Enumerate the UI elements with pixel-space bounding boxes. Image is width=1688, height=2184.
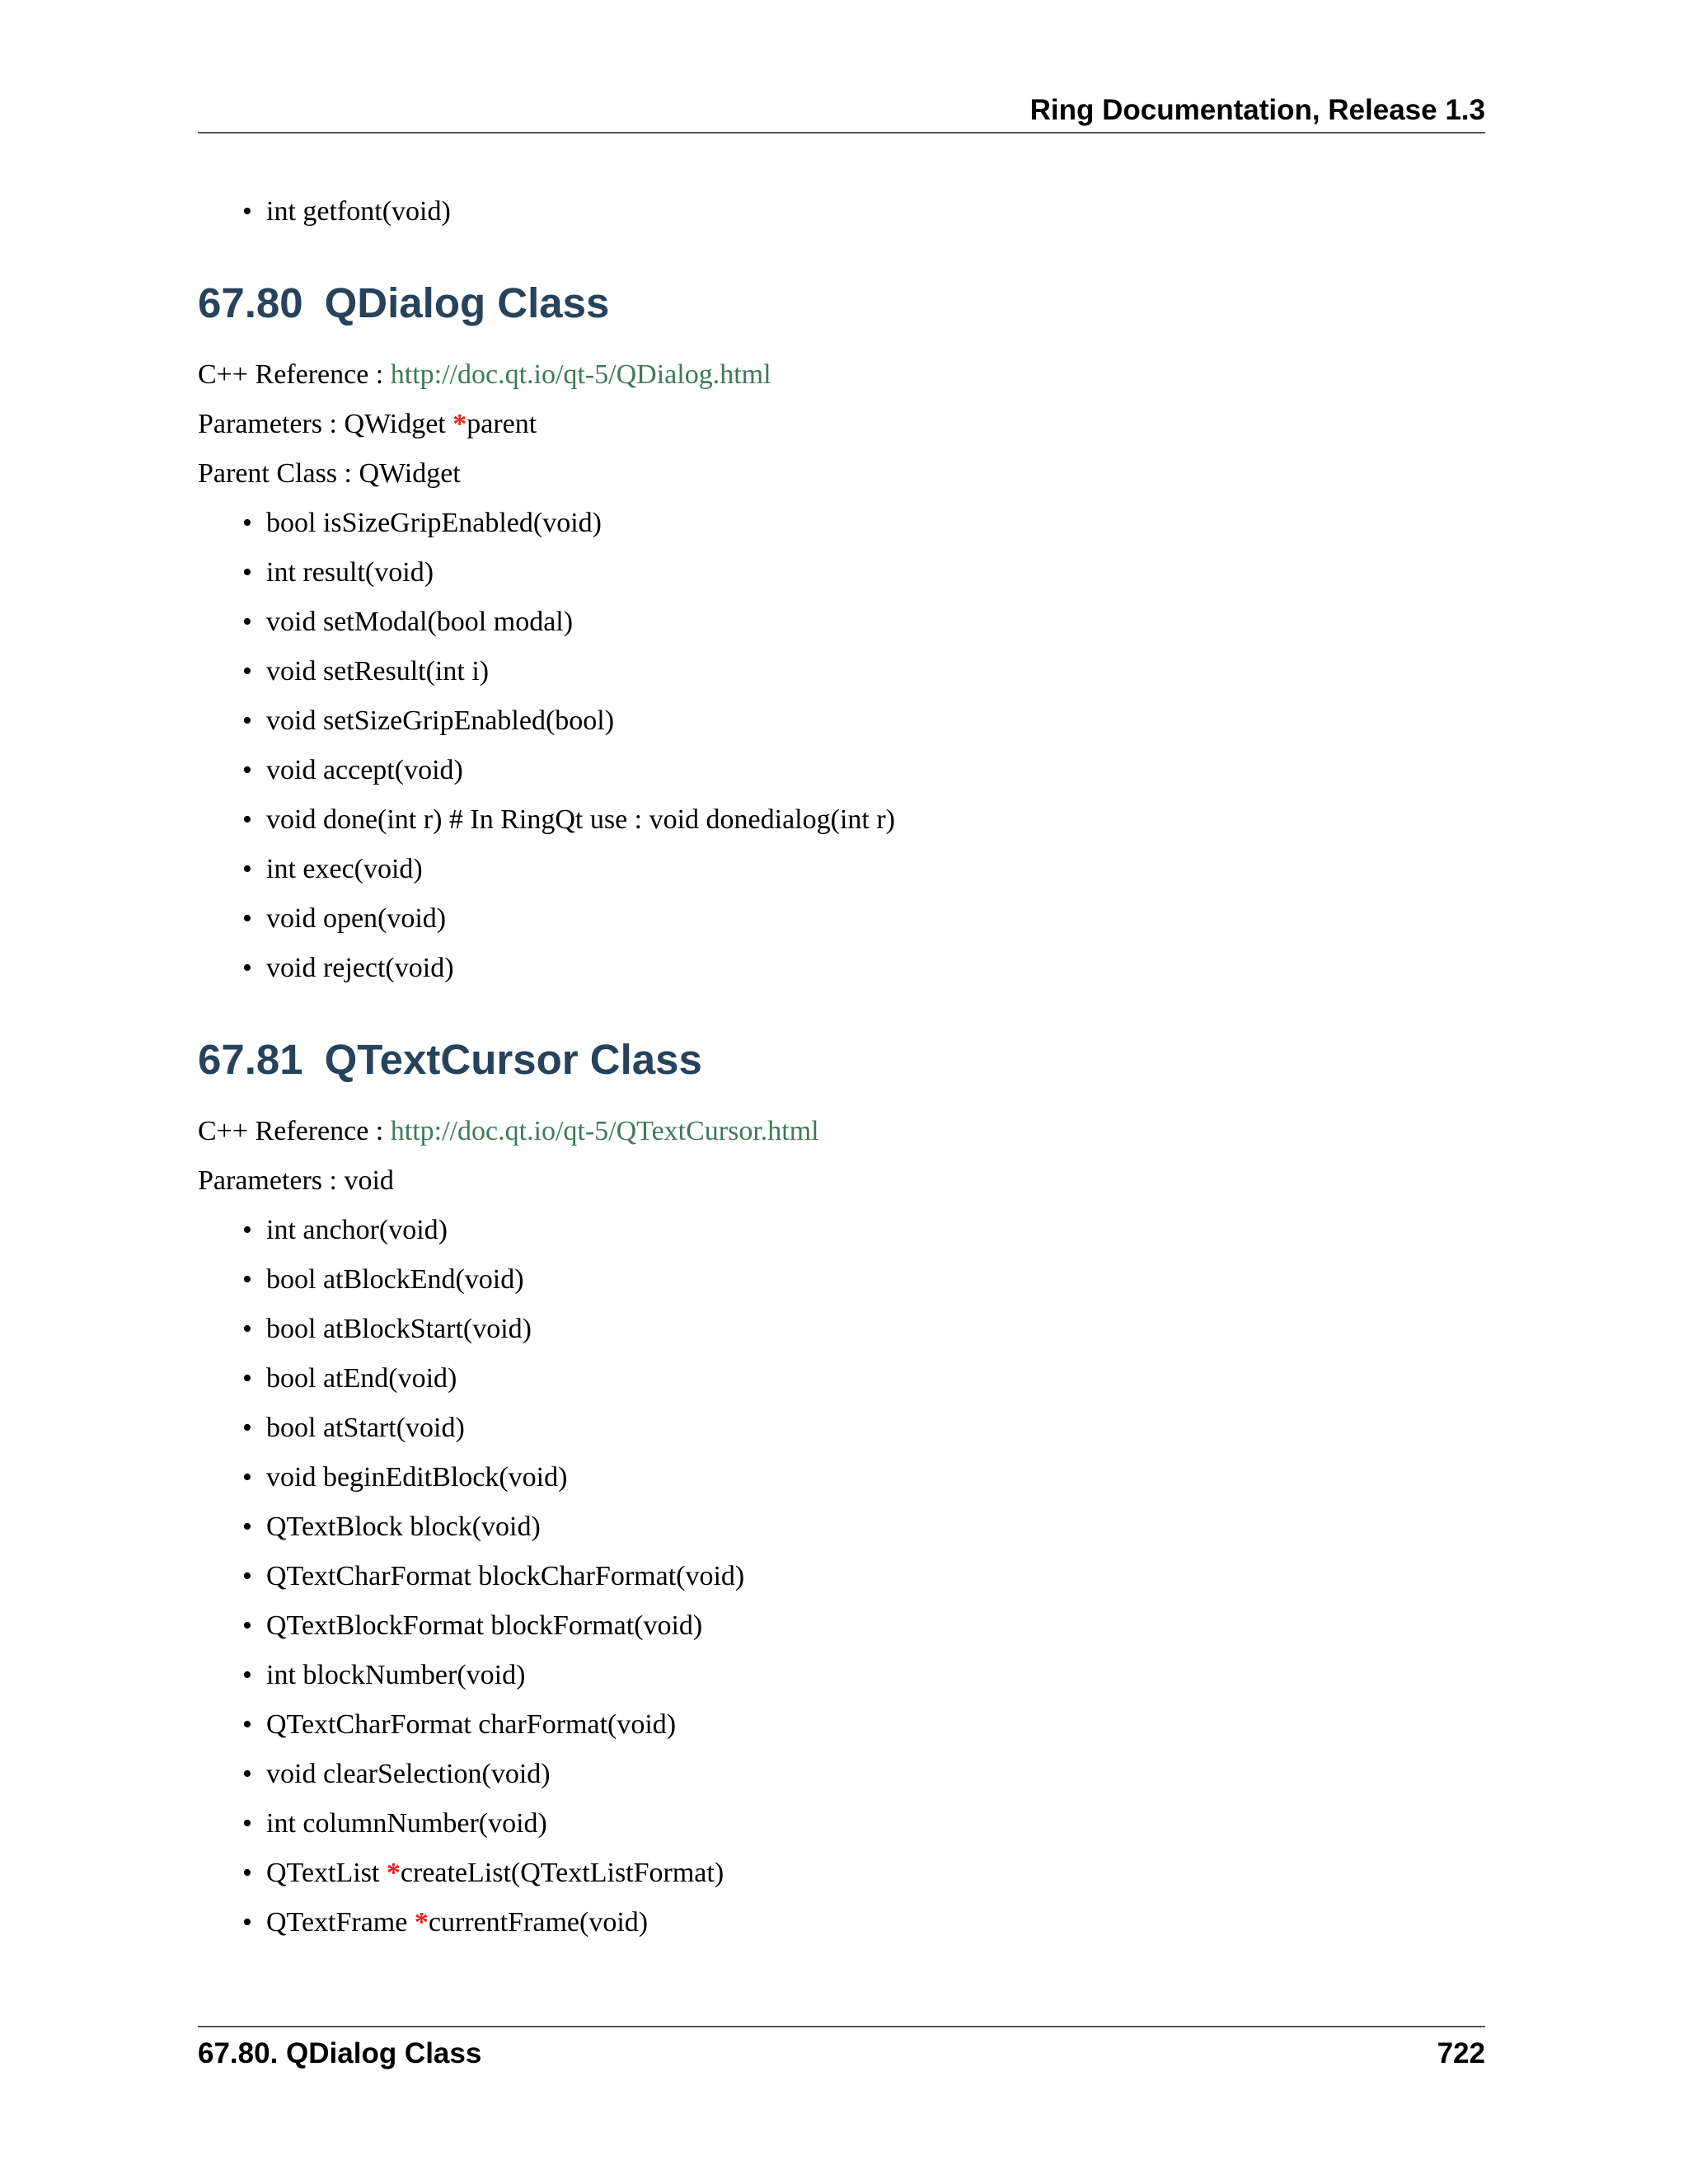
list-item: • bool atBlockStart(void) xyxy=(198,1312,1485,1347)
bullet-icon: • xyxy=(242,557,252,588)
bullet-icon: • xyxy=(242,854,252,884)
cpp-reference-line: C++ Reference : http://doc.qt.io/qt-5/QDialog.html xyxy=(198,359,771,390)
bullet-icon: • xyxy=(242,755,252,785)
bullet-icon: • xyxy=(242,1808,252,1839)
bullet-icon: • xyxy=(242,1561,252,1591)
parent-class-line: Parent Class : QWidget xyxy=(198,458,461,489)
bullet-icon: • xyxy=(242,903,252,934)
list-item: • void clearSelection(void) xyxy=(198,1757,1485,1792)
qdialog-reference-link[interactable]: http://doc.qt.io/qt-5/QDialog.html xyxy=(390,359,771,390)
bullet-icon: • xyxy=(242,1660,252,1690)
bullet-icon: • xyxy=(242,1413,252,1443)
list-item: • int getfont(void) xyxy=(198,194,1485,229)
bullet-icon: • xyxy=(242,1858,252,1888)
bullet-icon: • xyxy=(242,1709,252,1740)
list-item: • void setSizeGripEnabled(bool) xyxy=(198,704,1485,738)
list-item: • void done(int r) # In RingQt use : void donedialog(int r) xyxy=(198,803,1485,837)
bullet-icon: • xyxy=(242,1907,252,1938)
running-header xyxy=(198,92,1485,134)
header-title: Ring Documentation, Release 1.3 xyxy=(1029,94,1485,126)
bullet-icon: • xyxy=(242,804,252,835)
footer-section-title: 67.80. QDialog Class xyxy=(198,2037,482,2069)
section-title: QTextCursor Class xyxy=(324,1036,702,1083)
list-item: • int columnNumber(void) xyxy=(198,1807,1485,1841)
list-item: • void open(void) xyxy=(198,902,1485,936)
page-number: 722 xyxy=(1437,2037,1485,2069)
list-item: • void setModal(bool modal) xyxy=(198,605,1485,640)
bullet-icon: • xyxy=(242,1610,252,1641)
bullet-icon: • xyxy=(242,1264,252,1295)
list-item: • QTextList *createList(QTextListFormat) xyxy=(198,1856,1485,1891)
bullet-icon: • xyxy=(242,1462,252,1493)
list-item: • bool atEnd(void) xyxy=(198,1361,1485,1396)
qtextcursor-method-list xyxy=(198,1213,1485,1940)
bullet-icon: • xyxy=(242,196,252,227)
list-item: • int exec(void) xyxy=(198,852,1485,887)
pointer-star: * xyxy=(414,1907,429,1938)
section-heading-qtextcursor xyxy=(198,1035,1485,1085)
bullet-icon: • xyxy=(242,1215,252,1245)
intro-list xyxy=(198,194,1485,229)
pointer-star: * xyxy=(452,409,467,439)
bullet-icon: • xyxy=(242,1314,252,1344)
qtextcursor-reference-link[interactable]: http://doc.qt.io/qt-5/QTextCursor.html xyxy=(390,1116,819,1146)
running-footer xyxy=(198,2026,1485,2085)
bullet-icon: • xyxy=(242,953,252,983)
list-item: • void beginEditBlock(void) xyxy=(198,1460,1485,1495)
parameters-line: Parameters : QWidget *parent xyxy=(198,409,537,439)
list-item: • int blockNumber(void) xyxy=(198,1658,1485,1693)
section-number: 67.81 xyxy=(198,1036,303,1083)
cpp-reference-line: C++ Reference : http://doc.qt.io/qt-5/QTextCursor.html xyxy=(198,1116,819,1146)
list-item: • void reject(void) xyxy=(198,951,1485,986)
list-item: • QTextCharFormat charFormat(void) xyxy=(198,1708,1485,1742)
list-item: • bool isSizeGripEnabled(void) xyxy=(198,506,1485,541)
list-item: • QTextFrame *currentFrame(void) xyxy=(198,1905,1485,1940)
bullet-icon: • xyxy=(242,1759,252,1789)
list-item: • void accept(void) xyxy=(198,753,1485,788)
list-item: • int anchor(void) xyxy=(198,1213,1485,1248)
qdialog-method-list xyxy=(198,506,1485,986)
list-item: • QTextCharFormat blockCharFormat(void) xyxy=(198,1559,1485,1594)
list-item: • bool atBlockEnd(void) xyxy=(198,1263,1485,1297)
list-item: • QTextBlock block(void) xyxy=(198,1510,1485,1544)
bullet-icon: • xyxy=(242,508,252,538)
document-page xyxy=(198,0,1485,2184)
bullet-icon: • xyxy=(242,656,252,687)
parameters-line: Parameters : void xyxy=(198,1165,394,1196)
bullet-icon: • xyxy=(242,705,252,736)
section-heading-qdialog xyxy=(198,279,1485,328)
list-item: • bool atStart(void) xyxy=(198,1411,1485,1446)
section-number: 67.80 xyxy=(198,279,303,326)
section-title: QDialog Class xyxy=(324,279,610,326)
list-item: • void setResult(int i) xyxy=(198,654,1485,689)
bullet-icon: • xyxy=(242,1511,252,1542)
bullet-icon: • xyxy=(242,607,252,637)
bullet-icon: • xyxy=(242,1363,252,1394)
page-body xyxy=(198,194,1485,1955)
pointer-star: * xyxy=(386,1858,401,1888)
list-item: • QTextBlockFormat blockFormat(void) xyxy=(198,1609,1485,1643)
list-item: • int result(void) xyxy=(198,555,1485,590)
